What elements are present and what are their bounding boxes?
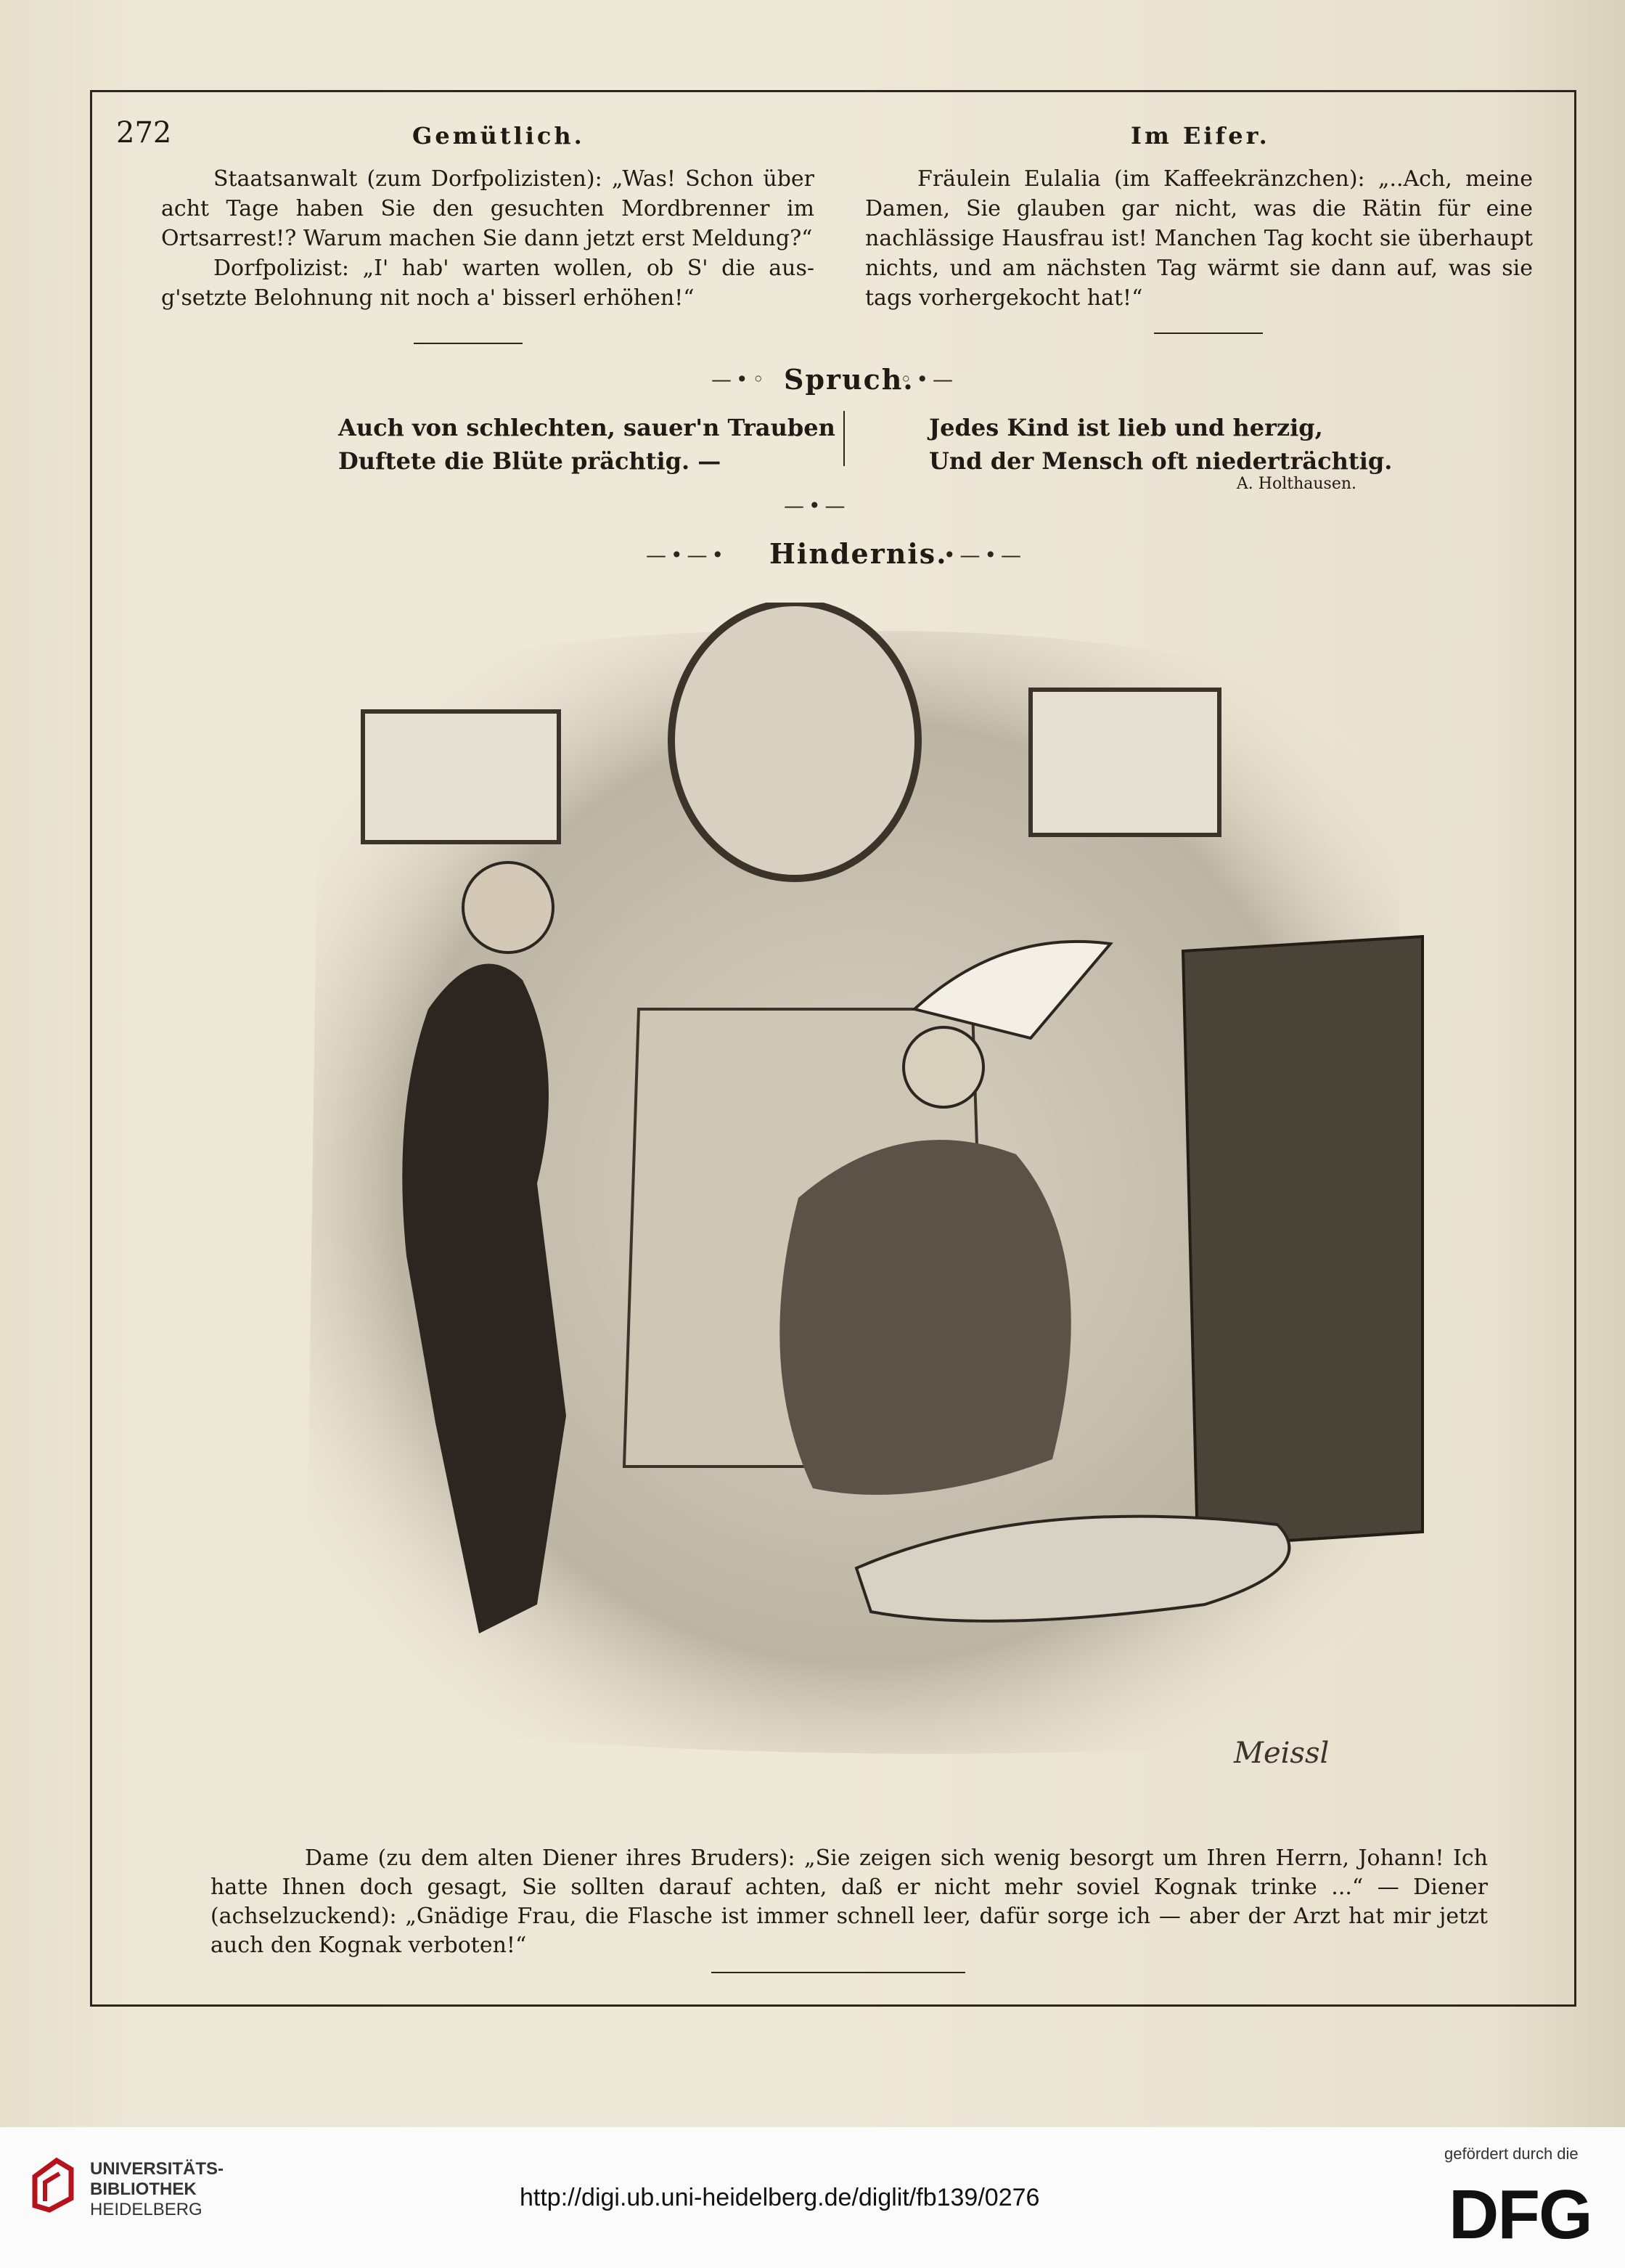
ornament-center: —•— [784,494,850,518]
library-name [90,2159,224,2220]
library-logo-icon [28,2155,78,2213]
ornament-left: —•◦ [711,367,769,391]
library-name-line-3: HEIDELBERG [90,2200,202,2219]
divider-right [1154,333,1263,334]
right-framed-picture [1031,690,1219,835]
cartoon-illustration [261,603,1437,1779]
library-name-line-1: UNIVERSITÄTS- [90,2159,224,2179]
artist-signature: Meissl [1234,1737,1330,1770]
caption-text: Dame (zu dem alten Diener ihres Bruders): „Sie zeigen sich wenig besorgt um Ihren Herrn, Johann! Ich hatte Ihnen doch gesagt, Sie sollten darauf achten, daß er nicht mehr soviel Kognak trinke ...“ — Diener (achselzuckend): „Gnädige Frau, die Flasche ist immer schnell leer, dafür sorge ich — aber der Arzt hat mir jetzt auch den Kognak verboten!“ [210,1845,1488,1958]
verse-author: A. Holthausen. [1236,475,1356,493]
spruch-title: Spruch. [784,363,914,396]
left-column [161,164,814,313]
funded-by-label: gefördert durch die [1444,2145,1579,2163]
verse-left-line-1: Auch von schlechten, sauer'n Trauben [338,414,835,441]
folding-screen [1183,937,1423,1546]
cartoon-title: Hindernis. [769,537,948,570]
oval-portrait [671,603,918,878]
left-paragraph-2: Dorfpolizist: „I' hab' warten wollen, ob S' die aus-g'setzte Belohnung nit noch a' bisserl erhöhen!“ [161,256,814,311]
right-column [865,164,1533,313]
library-name-line-2: BIBLIOTHEK [90,2179,197,2199]
verse-left-line-2: Duftete die Blüte prächtig. — [338,447,721,475]
ornament-right: ◦•— [900,367,958,391]
verse-right [929,411,1392,478]
left-heading: Gemütlich. [412,122,585,150]
lady-figure [779,1140,1071,1495]
dfg-logo[interactable]: DFG [1449,2176,1592,2253]
lady-head [904,1027,983,1107]
caption-divider [711,1972,965,1973]
left-paragraph-1: Staatsanwalt (zum Dorfpolizisten): „Was! Schon über acht Tage haben Sie den gesuchten Mordbrenner im Ortsarrest!? Warum machen Sie dann jetzt erst Meldung?“ [161,166,814,251]
verse-left [338,411,835,478]
cartoon-caption [210,1844,1488,1960]
permalink-url[interactable]: http://digi.ub.uni-heidelberg.de/diglit/fb139/0276 [520,2184,1040,2211]
divider-left [414,343,523,344]
left-framed-picture [363,711,559,842]
ornament-title-left: —•—• [646,543,729,567]
servant-head [463,862,553,953]
verse-right-line-2: Und der Mensch oft niederträchtig. [929,447,1393,475]
verse-separator [843,411,845,466]
library-logo[interactable] [28,2155,78,2216]
ornament-title-right: •—•— [944,543,1026,567]
verse-right-line-1: Jedes Kind ist lieb und herzig, [929,414,1323,441]
right-heading: Im Eifer. [1131,122,1270,150]
page-number: 272 [116,116,172,150]
right-paragraph-1: Fräulein Eulalia (im Kaffeekränzchen): „..Ach, meine Damen, Sie glauben gar nicht, was die Rätin für eine nachlässige Hausfrau ist! Manchen Tag kocht sie überhaupt nichts, und am nächsten Tag wärmt sie dann auf, was sie tags vorhergekocht hat!“ [865,166,1533,311]
